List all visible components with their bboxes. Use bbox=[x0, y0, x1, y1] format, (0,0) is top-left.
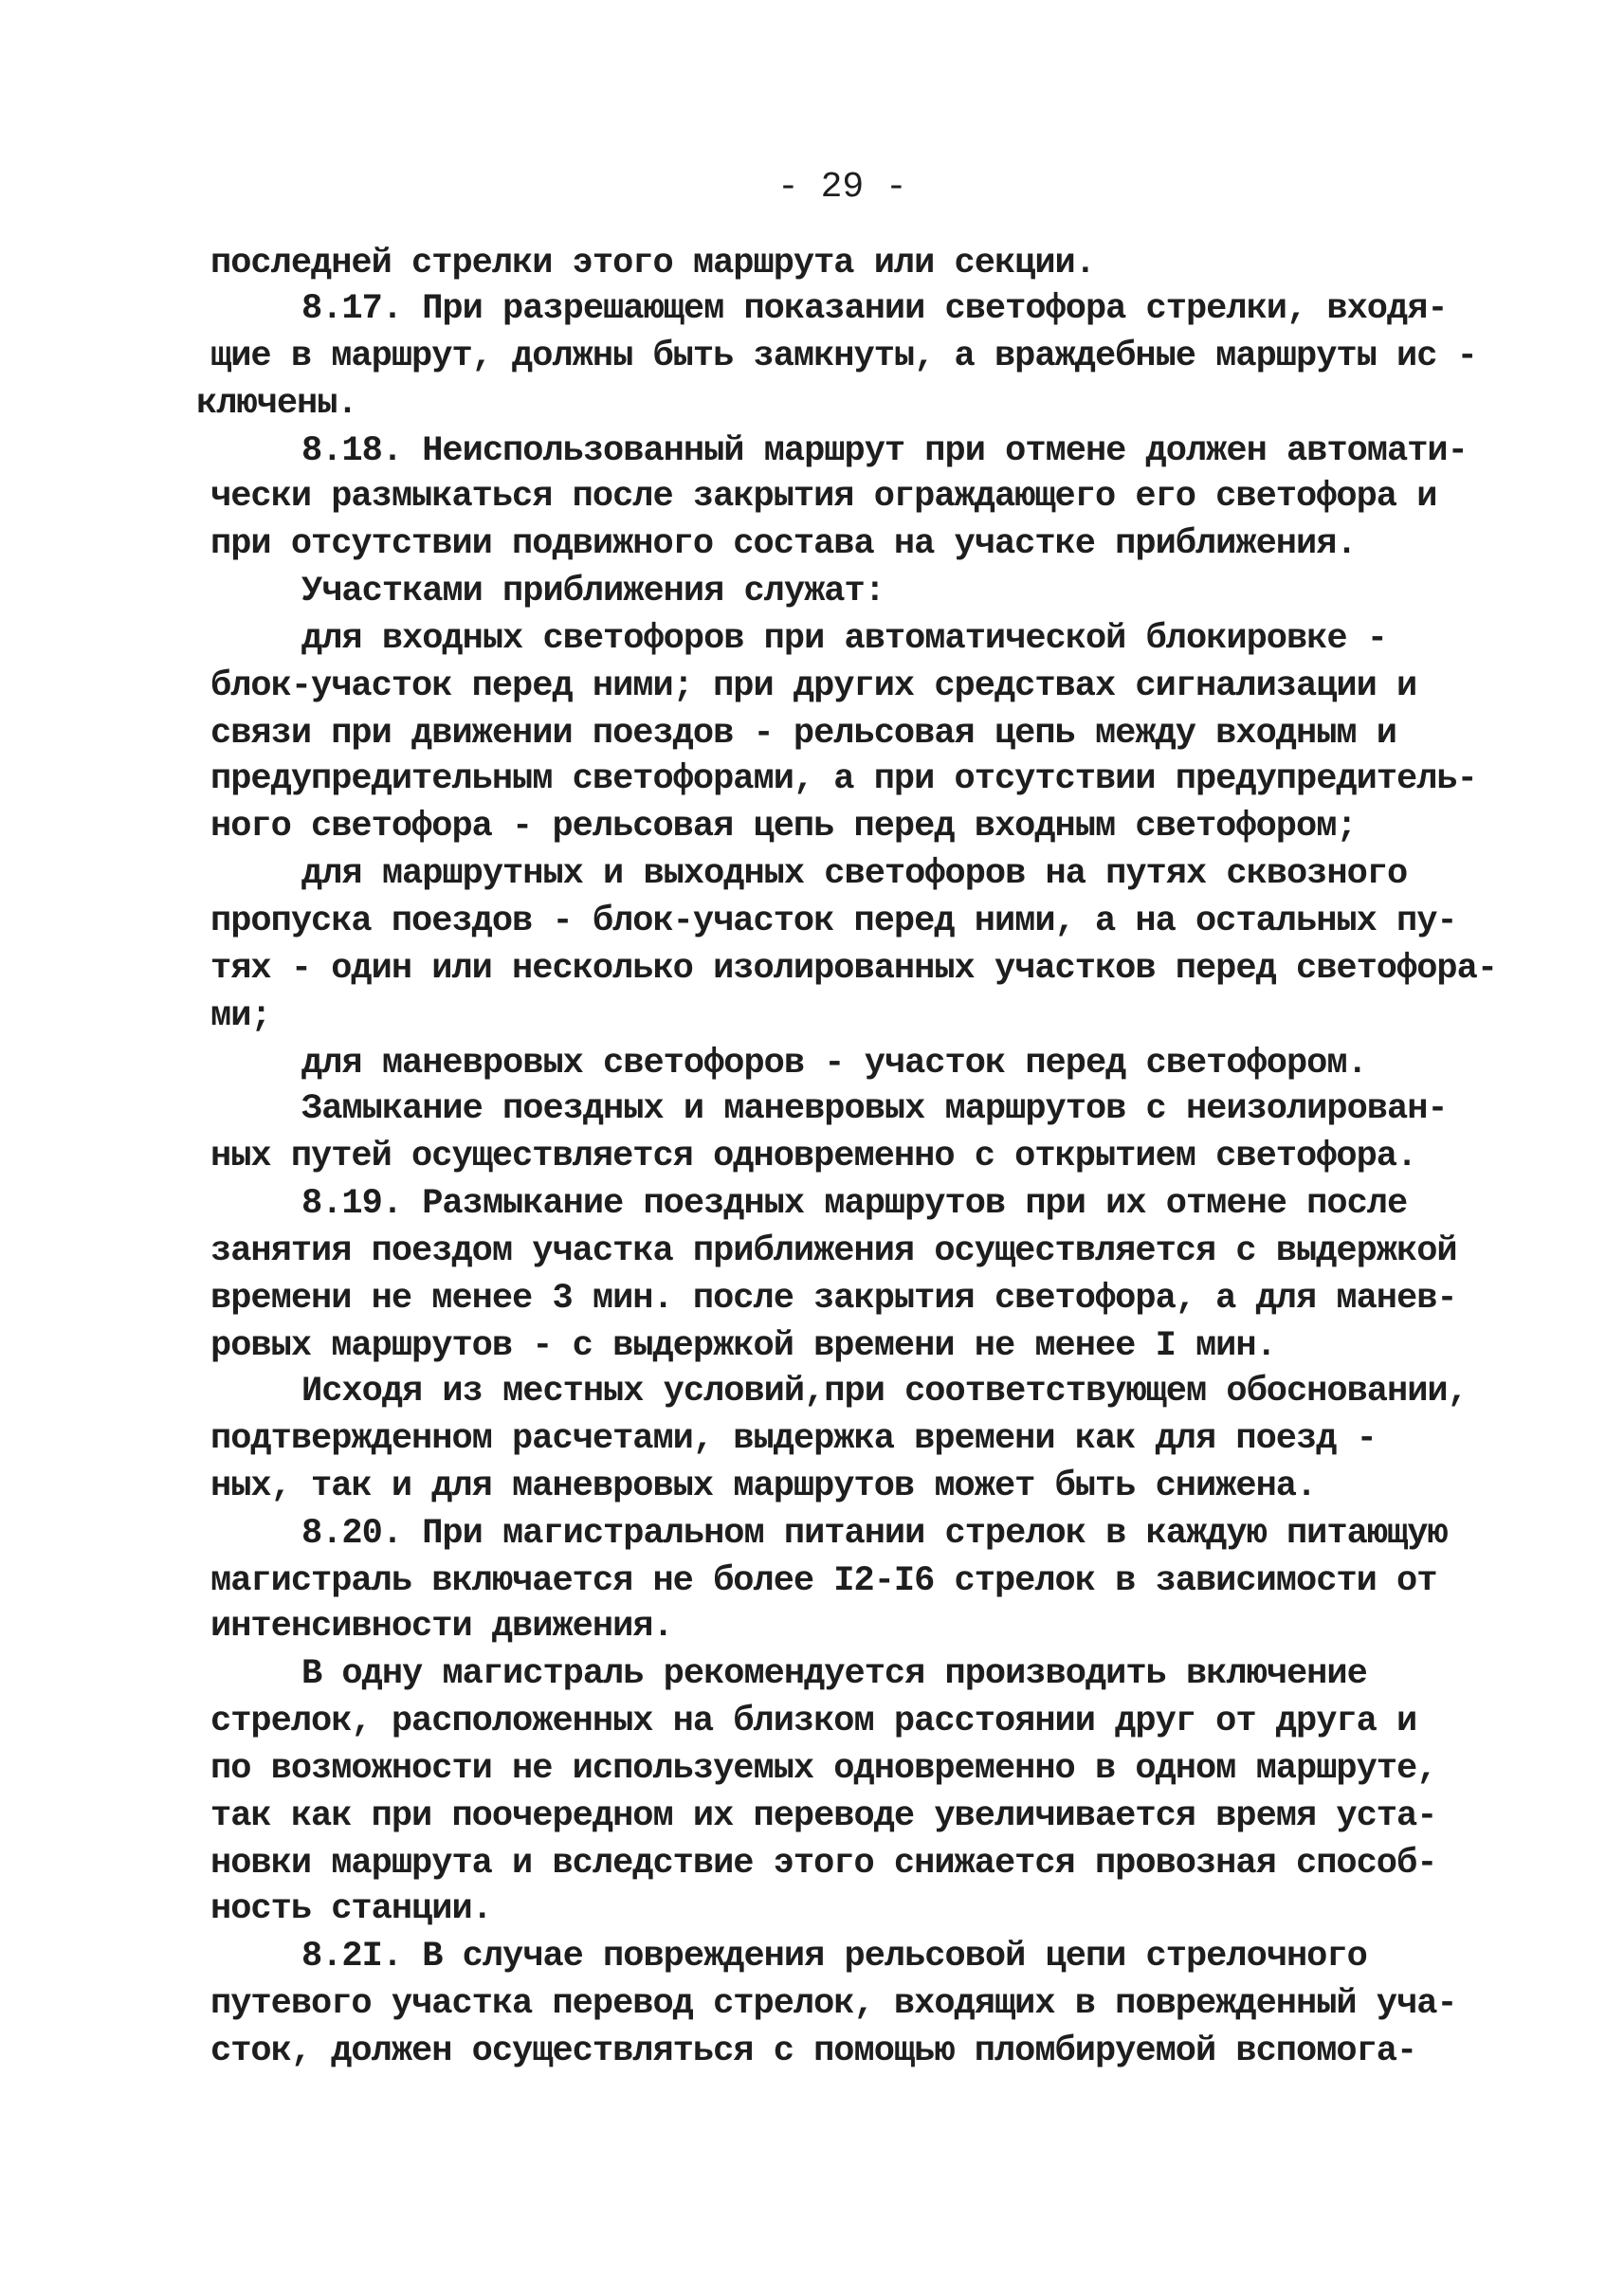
text-line: 8.18. Неиспользованный маршрут при отмене должен автомати- bbox=[301, 431, 1468, 471]
text-line: 8.17. При разрешающем показании светофора стрелки, входя- bbox=[301, 289, 1448, 329]
text-line: ного светофора - рельсовая цепь перед входным светофором; bbox=[210, 807, 1357, 847]
text-line: ровых маршрутов - с выдержкой времени не менее I мин. bbox=[210, 1326, 1276, 1366]
text-line: ных, так и для маневровых маршрутов может быть снижена. bbox=[210, 1466, 1317, 1506]
text-line: времени не менее 3 мин. после закрытия светофора, а для манев- bbox=[210, 1279, 1457, 1319]
text-line: 8.20. При магистральном питании стрелок в каждую питающую bbox=[301, 1514, 1448, 1554]
text-line: интенсивности движения. bbox=[210, 1607, 673, 1647]
text-line: при отсутствии подвижного состава на участке приближения. bbox=[210, 524, 1357, 564]
text-line: Исходя из местных условий,при соответствующем обосновании, bbox=[301, 1372, 1468, 1412]
text-line: Замыкание поездных и маневровых маршрутов с неизолирован- bbox=[301, 1089, 1448, 1129]
text-line: связи при движении поездов - рельсовая цепь между входным и bbox=[210, 714, 1397, 754]
text-line: для входных светофоров при автоматической блокировке - bbox=[301, 619, 1387, 659]
text-line: ключены. bbox=[196, 384, 357, 424]
text-line: так как при поочередном их переводе увеличивается время уста- bbox=[210, 1796, 1437, 1836]
text-line: новки маршрута и вследствие этого снижается провозная способ- bbox=[210, 1844, 1437, 1884]
text-line: чески размыкаться после закрытия ограждающего его светофора и bbox=[210, 477, 1437, 517]
text-line: для маневровых светофоров - участок перед светофором. bbox=[301, 1044, 1367, 1084]
text-line: пропуска поездов - блок-участок перед ними, а на остальных пу- bbox=[210, 902, 1457, 941]
text-line: сток, должен осуществляться с помощью пломбируемой вспомога- bbox=[210, 2031, 1417, 2071]
text-line: блок-участок перед ними; при других средствах сигнализации и bbox=[210, 666, 1417, 706]
text-line: ми; bbox=[210, 996, 271, 1036]
text-line: подтвержденном расчетами, выдержка времени как для поезд - bbox=[210, 1419, 1377, 1459]
text-line: тях - один или несколько изолированных участков перед светофора- bbox=[210, 949, 1498, 989]
text-line: предупредительным светофорами, а при отсутствии предупредитель- bbox=[210, 759, 1477, 799]
text-line: стрелок, расположенных на близком расстоянии друг от друга и bbox=[210, 1702, 1417, 1741]
text-line: для маршрутных и выходных светофоров на путях сквозного bbox=[301, 854, 1408, 894]
text-line: 8.19. Размыкание поездных маршрутов при их отмене после bbox=[301, 1184, 1408, 1224]
page-number: - 29 - bbox=[777, 167, 907, 208]
text-line: путевого участка перевод стрелок, входящих в поврежденный уча- bbox=[210, 1984, 1457, 2024]
text-line: занятия поездом участка приближения осуществляется с выдержкой bbox=[210, 1231, 1457, 1271]
text-line: 8.2I. В случае повреждения рельсовой цепи стрелочного bbox=[301, 1937, 1367, 1976]
text-line: щие в маршрут, должны быть замкнуты, а враждебные маршруты ис - bbox=[210, 337, 1477, 376]
text-line: ных путей осуществляется одновременно с открытием светофора. bbox=[210, 1137, 1417, 1176]
text-line: Участками приближения служат: bbox=[301, 572, 885, 611]
text-line: по возможности не используемых одновременно в одном маршруте, bbox=[210, 1749, 1437, 1789]
text-line: ность станции. bbox=[210, 1889, 492, 1929]
text-line: магистраль включается не более I2-I6 стрелок в зависимости от bbox=[210, 1561, 1437, 1601]
text-line: последней стрелки этого маршрута или секции. bbox=[210, 244, 1095, 283]
text-line: В одну магистраль рекомендуется производить включение bbox=[301, 1654, 1367, 1694]
